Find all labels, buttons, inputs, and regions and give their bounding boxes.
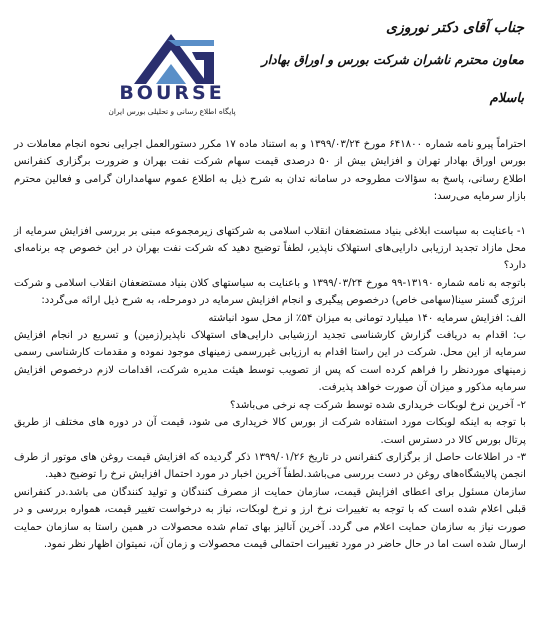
intro-paragraph: احتراماً پیرو نامه شماره ۶۴۱۸۰۰ مورخ ۱۳۹۹/۰۳/۲۴ و به استناد ماده ۱۷ مکرر دستورالعمل اجرایی نحوه انجام معاملات در بورس اوراق بهادار تهران و افزایش بیش از ۵۰ درصدی قیمت سهام شرکت نفت بهران و ضرورت برگزاری کنفرانس اطلاع رسانی، پاسخ به سؤالات مطروحه در سامانه تدان به شرح ذیل به اطلاع عموم سهامداران گرامی و فعالین محترم بازار سرمایه می‌رسد: (14, 139, 526, 203)
bourse-wordmark: BOURSE (119, 82, 225, 104)
question-3: ۳- در اطلاعات حاصل از برگزاری کنفرانس در تاریخ ۱۳۹۹/۰۱/۲۶ ذکر گردیده که افزایش قیمت روغن های موتور از طرف انجمن پالایشگاه‌های روغن در دست بررسی می‌باشد.لطفاً آخرین اخبار در مورد احتمال افزایش نرخ را توضیح دهید. (14, 451, 526, 481)
letter-header (261, 14, 524, 106)
recipient-position: معاون محترم ناشران شرکت بورس و اوراق بهادار (261, 52, 524, 67)
question-1: ۱- باعنایت به سیاست ابلاغی بنیاد مستضعفان انقلاب اسلامی به شرکتهای زیرمجموعه مبنی بر بررسی افزایش سرمایه از محل مازاد تجدید ارزیابی دارایی‌های استهلاک ناپذیر، لطفاً توضیح دهید که شرکت نفت بهران در این خصوص چه برنامه‌ای دارد؟ (14, 225, 526, 272)
answer-1-item-a: الف: افزایش سرمایه ۱۴۰ میلیارد تومانی به میزان ۵۴٪ از محل سود انباشته (208, 312, 526, 324)
bourse-logo-mark (96, 30, 246, 90)
answer-3: سازمان مسئول برای اعطای افزایش قیمت، سازمان حمایت از مصرف کنندگان و تولید کنندگان می باشد.در کنفرانس قبلی اعلام شده است که با توجه به تغییرات نرخ ارز و نرخ لوبکات، نیاز به درخواست تغییر قیمت، همواره بررسی و در صورت نیاز به سازمان حمایت اعلام می گردد. آخرین آنالیز بهای تمام شده محصولات در همین راستا به سازمان حمایت ارسال شده است اما در حال حاضر در مورد تغییرات احتمالی قیمت محصولات و زمان آن، نمیتوان اظهار نظر نمود. (14, 486, 526, 550)
recipient-line: جناب آقای دکتر نوروزی (386, 20, 524, 36)
bourse-subtitle: پایگاه اطلاع رسانی و تحلیلی بورس ایران (108, 107, 236, 116)
greeting: باسلام (489, 91, 524, 106)
letter-body (14, 136, 526, 553)
bourse-logo (96, 30, 246, 122)
question-2: ۲- آخرین نرخ لوبکات خریداری شده توسط شرکت چه نرخی می‌باشد؟ (230, 399, 526, 411)
answer-1: باتوجه به نامه شماره ۱۳۱۹۰-۹۹ مورخ ۱۳۹۹/۰۳/۲۴ و باعنایت به سیاستهای کلان بنیاد مستضعفان انقلاب اسلامی و شرکت انرژی گستر سینا(سهامی خاص) درخصوص پیگیری و انجام افزایش سرمایه در دومرحله، به شرح ذیل ارائه می‌گردد: (14, 277, 526, 307)
answer-2: با توجه به اینکه لوبکات مورد استفاده شرکت از بورس کالا خریداری می شود، قیمت آن در دوره های مختلف از طریق پرتال بورس کالا در دسترس است. (14, 417, 526, 446)
answer-1-item-b: ب: اقدام به دریافت گزارش کارشناسی تجدید ارزشیابی دارایی‌های استهلاک ناپذیر(زمین) و تسریع در انجام افزایش سرمایه از این محل. شرکت در این راستا اقدام به ارزیابی غیررسمی زمینهای موجود نموده و مقدمات کارشناسی رسمی زمینهای موردنظر را فراهم کرده است که پس از تصویب توسط هیئت مدیره شرکت، اقدامات لازم درخصوص افزایش سرمایه مذکور و میزان آن صورت خواهد پذیرفت. (14, 330, 526, 394)
